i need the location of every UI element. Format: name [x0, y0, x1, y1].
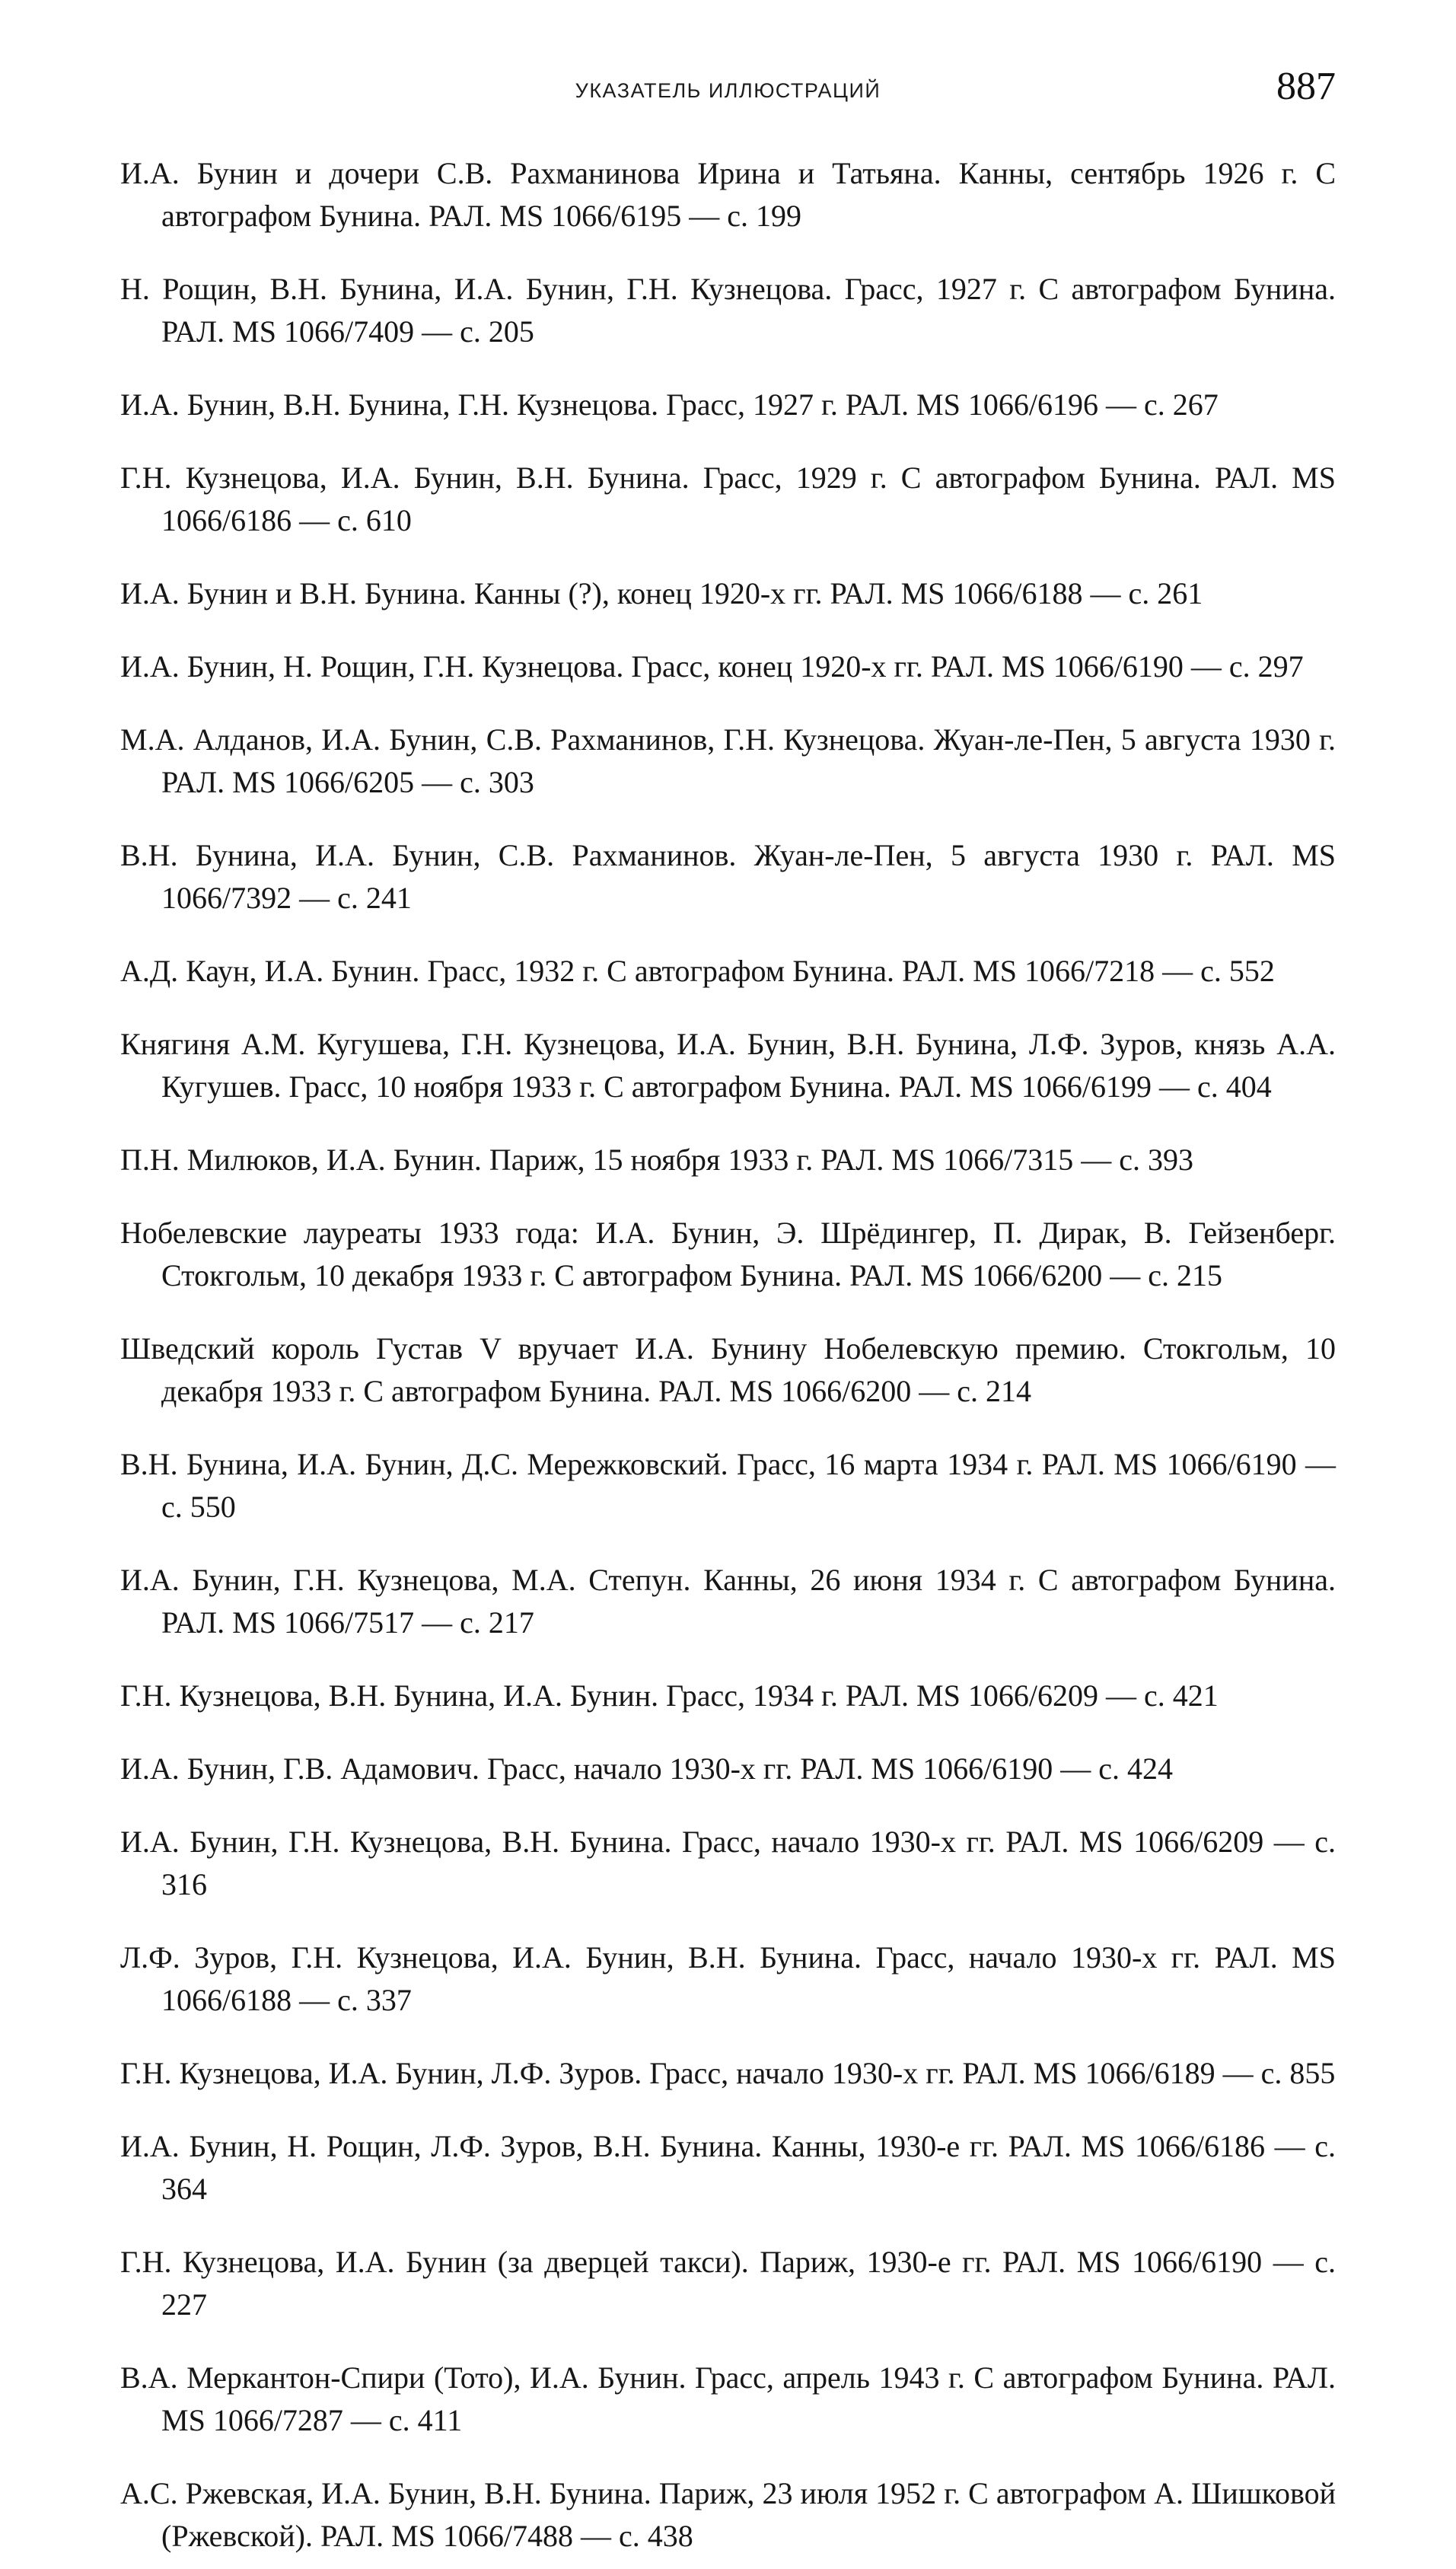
index-entry: В.Н. Бунина, И.А. Бунин, Д.С. Мережковский. Грасс, 16 марта 1934 г. РАЛ. MS 1066/6190 — с. 550	[120, 1447, 1336, 1524]
index-entry: И.А. Бунин, В.Н. Бунина, Г.Н. Кузнецова. Грасс, 1927 г. РАЛ. MS 1066/6196 — с. 267	[120, 387, 1219, 422]
index-entry: М.А. Алданов, И.А. Бунин, С.В. Рахманинов, Г.Н. Кузнецова. Жуан-ле-Пен, 5 августа 1930 г. РАЛ. MS 1066/6205 — с. 303	[120, 722, 1336, 799]
index-entry: Г.Н. Кузнецова, И.А. Бунин, В.Н. Бунина. Грасс, 1929 г. С автографом Бунина. РАЛ. MS 1066/6186 — с. 610	[120, 461, 1336, 537]
index-entry: И.А. Бунин, Г.Н. Кузнецова, В.Н. Бунина. Грасс, начало 1930-х гг. РАЛ. MS 1066/6209 — с. 316	[120, 1825, 1336, 1901]
index-entry: П.Н. Милюков, И.А. Бунин. Париж, 15 ноября 1933 г. РАЛ. MS 1066/7315 — с. 393	[120, 1143, 1194, 1177]
index-entry: Г.Н. Кузнецова, В.Н. Бунина, И.А. Бунин. Грасс, 1934 г. РАЛ. MS 1066/6209 — с. 421	[120, 1678, 1219, 1713]
index-entry: Н. Рощин, В.Н. Бунина, И.А. Бунин, Г.Н. Кузнецова. Грасс, 1927 г. С автографом Бунина. РАЛ. MS 1066/7409 — с. 205	[120, 272, 1336, 349]
index-entry: В.Н. Бунина, И.А. Бунин, С.В. Рахманинов. Жуан-ле-Пен, 5 августа 1930 г. РАЛ. MS 1066/7392 — с. 241	[120, 838, 1336, 915]
index-entry: Княгиня А.М. Кугушева, Г.Н. Кузнецова, И.А. Бунин, В.Н. Бунина, Л.Ф. Зуров, князь А.А. Кугушев. Грасс, 10 ноября 1933 г. С автографом Бунина. РАЛ. MS 1066/6199 — с. 404	[120, 1027, 1336, 1104]
index-entry: И.А. Бунин, Н. Рощин, Л.Ф. Зуров, В.Н. Бунина. Канны, 1930-е гг. РАЛ. MS 1066/6186 — с. 364	[120, 2129, 1336, 2206]
running-title: УКАЗАТЕЛЬ ИЛЛЮСТРАЦИЙ	[575, 79, 881, 102]
index-entry: И.А. Бунин, Г.В. Адамович. Грасс, начало 1930-х гг. РАЛ. MS 1066/6190 — с. 424	[120, 1751, 1174, 1786]
index-entry: А.С. Ржевская, И.А. Бунин, В.Н. Бунина. Париж, 23 июля 1952 г. С автографом А. Шишковой (Ржевской). РАЛ. MS 1066/7488 — с. 438	[120, 2476, 1336, 2553]
index-entry: Г.Н. Кузнецова, И.А. Бунин (за дверцей такси). Париж, 1930-е гг. РАЛ. MS 1066/6190 — с. 227	[120, 2245, 1336, 2322]
index-entry: Г.Н. Кузнецова, И.А. Бунин, Л.Ф. Зуров. Грасс, начало 1930-х гг. РАЛ. MS 1066/6189 — с. 855	[120, 2056, 1336, 2090]
page-header	[120, 64, 1336, 117]
index-entry: В.А. Меркантон-Спири (Тото), И.А. Бунин. Грасс, апрель 1943 г. С автографом Бунина. РАЛ. MS 1066/7287 — с. 411	[120, 2360, 1336, 2437]
index-entry: И.А. Бунин, Н. Рощин, Г.Н. Кузнецова. Грасс, конец 1920-х гг. РАЛ. MS 1066/6190 — с. 297	[120, 649, 1304, 684]
index-entry: И.А. Бунин, Г.Н. Кузнецова, М.А. Степун. Канны, 26 июня 1934 г. С автографом Бунина. РАЛ. MS 1066/7517 — с. 217	[120, 1563, 1336, 1640]
index-entry: Шведский король Густав V вручает И.А. Бунину Нобелевскую премию. Стокгольм, 10 декабря 1933 г. С автографом Бунина. РАЛ. MS 1066/6200 — с. 214	[120, 1331, 1336, 1408]
page-number: 887	[1276, 65, 1336, 108]
index-entry: А.Д. Каун, И.А. Бунин. Грасс, 1932 г. С автографом Бунина. РАЛ. MS 1066/7218 — с. 552	[120, 954, 1275, 988]
index-entry: Л.Ф. Зуров, Г.Н. Кузнецова, И.А. Бунин, В.Н. Бунина. Грасс, начало 1930-х гг. РАЛ. MS 1066/6188 — с. 337	[120, 1940, 1336, 2017]
index-entry: И.А. Бунин и дочери С.В. Рахманинова Ирина и Татьяна. Канны, сентябрь 1926 г. С автографом Бунина. РАЛ. MS 1066/6195 — с. 199	[120, 156, 1336, 233]
index-entry: Нобелевские лауреаты 1933 года: И.А. Бунин, Э. Шрёдингер, П. Дирак, В. Гейзенберг. Стокгольм, 10 декабря 1933 г. С автографом Бунина. РАЛ. MS 1066/6200 — с. 215	[120, 1216, 1336, 1292]
index-entry: И.А. Бунин и В.Н. Бунина. Канны (?), конец 1920-х гг. РАЛ. MS 1066/6188 — с. 261	[120, 576, 1203, 610]
illustration-index-list	[120, 122, 1336, 2569]
